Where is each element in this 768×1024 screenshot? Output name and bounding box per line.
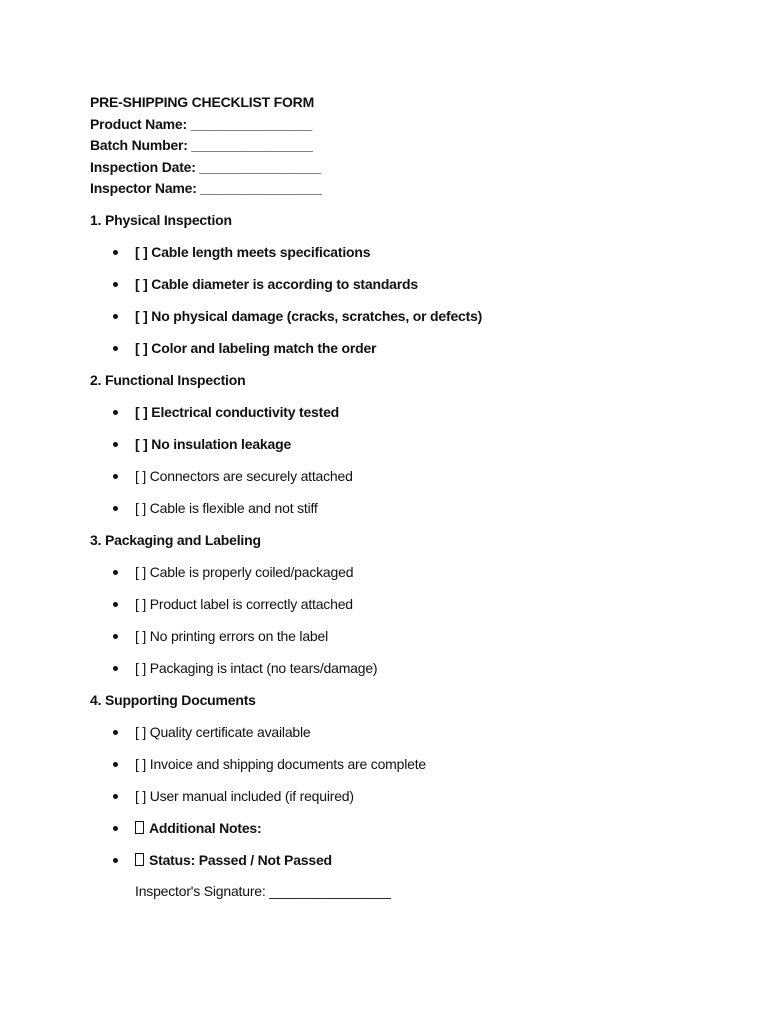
status-item	[90, 850, 730, 870]
missing-glyph-box-icon	[135, 853, 144, 866]
checklist-item-text: [ ] User manual included (if required)	[135, 787, 354, 804]
checklist-item-text: [ ] Cable length meets specifications	[135, 243, 371, 260]
bullet-icon	[113, 602, 118, 607]
section-title-packaging-labeling: 3. Packaging and Labeling	[90, 531, 261, 548]
form-header	[90, 92, 730, 200]
bullet-icon	[113, 858, 118, 863]
checklist-item-text: [ ] No physical damage (cracks, scratches, or defects)	[135, 307, 483, 324]
additional-notes-item	[90, 818, 730, 838]
checklist-item-text: [ ] Invoice and shipping documents are complete	[135, 755, 426, 772]
checklist-item	[90, 274, 730, 294]
document-page	[90, 92, 730, 901]
checklist-item-text: [ ] Cable diameter is according to standards	[135, 275, 418, 292]
bullet-icon	[113, 634, 118, 639]
section-title-supporting-documents: 4. Supporting Documents	[90, 691, 256, 708]
product-name-field: Product Name: ________________	[90, 115, 313, 132]
bullet-icon	[113, 442, 118, 447]
checklist-item-text: [ ] Quality certificate available	[135, 723, 311, 740]
checklist-item-text: [ ] No printing errors on the label	[135, 627, 328, 644]
checklist-item	[90, 498, 730, 518]
bullet-icon	[113, 314, 118, 319]
bullet-icon	[113, 762, 118, 767]
checklist-item	[90, 754, 730, 774]
bullet-icon	[113, 570, 118, 575]
checklist-functional-inspection	[90, 402, 730, 518]
checklist-item-text: [ ] Product label is correctly attached	[135, 595, 353, 612]
checklist-item	[90, 658, 730, 678]
bullet-icon	[113, 410, 118, 415]
additional-notes-label: Additional Notes:	[149, 819, 262, 836]
checklist-item-text: [ ] Connectors are securely attached	[135, 467, 353, 484]
bullet-icon	[113, 474, 118, 479]
bullet-icon	[113, 794, 118, 799]
checklist-item	[90, 722, 730, 742]
inspection-date-field: Inspection Date: ________________	[90, 158, 321, 175]
checklist-supporting-documents	[90, 722, 730, 870]
inspector-name-field: Inspector Name: ________________	[90, 180, 322, 197]
checklist-packaging-labeling	[90, 562, 730, 678]
checklist-item	[90, 594, 730, 614]
checklist-item	[90, 562, 730, 582]
bullet-icon	[113, 346, 118, 351]
bullet-icon	[113, 826, 118, 831]
checklist-item	[90, 402, 730, 422]
missing-glyph-box-icon	[135, 821, 144, 834]
status-label: Status: Passed / Not Passed	[149, 851, 332, 868]
checklist-item-text: [ ] Packaging is intact (no tears/damage)	[135, 659, 378, 676]
section-title-functional-inspection: 2. Functional Inspection	[90, 371, 246, 388]
checklist-item	[90, 338, 730, 358]
bullet-icon	[113, 730, 118, 735]
section-title-physical-inspection: 1. Physical Inspection	[90, 211, 232, 228]
checklist-item-text: [ ] Electrical conductivity tested	[135, 403, 340, 420]
checklist-item	[90, 242, 730, 262]
bullet-icon	[113, 506, 118, 511]
checklist-item-text: [ ] Color and labeling match the order	[135, 339, 377, 356]
checklist-item	[90, 434, 730, 454]
checklist-item-text: [ ] Cable is flexible and not stiff	[135, 499, 318, 516]
checklist-physical-inspection	[90, 242, 730, 358]
checklist-item-text: [ ] Cable is properly coiled/packaged	[135, 563, 354, 580]
bullet-icon	[113, 282, 118, 287]
form-title: PRE-SHIPPING CHECKLIST FORM	[90, 94, 315, 110]
checklist-item	[90, 466, 730, 486]
checklist-item	[90, 626, 730, 646]
batch-number-field: Batch Number: ________________	[90, 137, 313, 154]
checklist-item	[90, 306, 730, 326]
inspector-signature-line: Inspector's Signature: ________________	[135, 882, 391, 899]
bullet-icon	[113, 250, 118, 255]
checklist-item-text: [ ] No insulation leakage	[135, 435, 292, 452]
bullet-icon	[113, 666, 118, 671]
checklist-item	[90, 786, 730, 806]
